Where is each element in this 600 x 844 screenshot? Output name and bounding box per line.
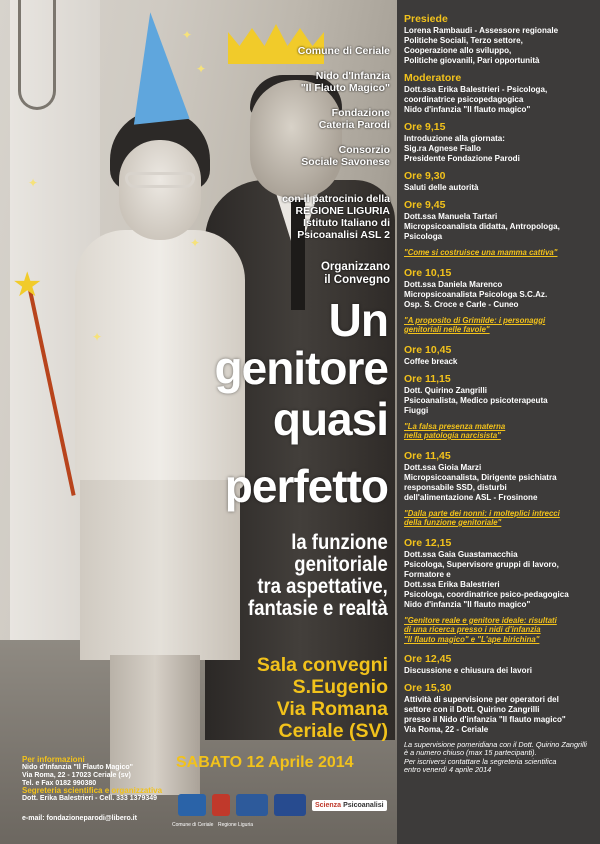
program-item	[404, 653, 600, 675]
talk-title: "La falsa presenza materna nella patologia narcisista"	[404, 420, 506, 440]
program-time: Ore 9,30	[404, 170, 446, 182]
program-speaker: Dott.ssa Manuela Tartari Micropsicoanalista didatta, Antropologa, Psicologa	[404, 211, 560, 241]
program-item	[404, 121, 600, 163]
program-time: Ore 12,15	[404, 536, 452, 549]
program-speaker: Lorena Rambaudi - Assessore regionale Politiche Sociali, Terzo settore, Cooperazione allo sviluppo, Politiche giovanili, Pari opportunità	[404, 25, 559, 65]
program-time: Ore 9,15	[404, 121, 446, 133]
program-speaker: Saluti delle autorità	[404, 182, 479, 192]
segreteria-block	[22, 786, 162, 803]
program-time: Ore 12,45	[404, 653, 452, 665]
program-time: Ore 11,15	[404, 372, 451, 385]
subtitle: la funzione genitoriale tra aspettative, fantasie e realtà	[248, 531, 388, 620]
title-line-1: Un	[328, 294, 388, 346]
info-lines: Nido d'Infanzia "Il Flauto Magico" Via Roma, 22 - 17023 Ceriale (sv) Tel. e Fax 0182 990380	[22, 764, 133, 787]
supervision-note: La supervisione pomeridiana con il Dott. Quirino Zangrilli è a numero chiuso (max 15 partecipanti). Per iscriversi contattare la segreteria scientifica entro venerdì 4 aprile 2014	[404, 740, 587, 775]
program-time: Ore 9,45	[404, 199, 446, 211]
program-speaker: Dott.ssa Gaia Guastamacchia Psicologa, Supervisore gruppi di lavoro, Formatore e Dott.ssa Erika Balestrieri Psicologa, coordinatrice psico-pedagogica Nido d'infanzia "Il flauto magico"	[404, 548, 569, 609]
program-item	[404, 199, 600, 241]
venue: Sala convegni S.Eugenio Via Romana Ceriale (SV)	[256, 654, 388, 742]
asl-logo-icon	[236, 794, 268, 816]
sparkle-icon: ✦	[28, 176, 39, 190]
wall-mirror	[18, 0, 56, 110]
title-line-2: genitore	[214, 342, 388, 394]
program-item	[404, 72, 600, 114]
comune-caption: Comune di Ceriale	[172, 822, 214, 828]
program-speaker: Dott.ssa Gioia Marzi Micropsicoanalista, Dirigente psichiatra responsabile SSD, disturbi dell'alimentazione ASL - Frosinone	[404, 461, 557, 502]
segreteria-contact: Dott. Erika Balestrieri - Cell. 333 1379349	[22, 795, 158, 802]
program-time: Presiede	[404, 13, 448, 25]
sponsor-comune: Comune di Ceriale	[297, 45, 390, 57]
sparkle-icon: ✦	[196, 62, 207, 76]
sparkle-icon: ✦	[190, 236, 201, 250]
info-heading: Per informazioni	[22, 755, 85, 764]
talk-title: "Dalla parte dei nonni: i molteplici intrecci della funzione genitoriale"	[404, 507, 560, 527]
program-time: Ore 10,45	[404, 343, 452, 356]
program-speaker: Coffee breack	[404, 355, 458, 366]
program-item	[404, 450, 600, 502]
segreteria-heading: Segreteria scientifica e organizzativa	[22, 786, 163, 795]
program-time: Ore 10,15	[404, 266, 452, 279]
sponsor-fondazione: Fondazione Cateria Parodi	[318, 107, 390, 131]
program-item	[404, 267, 600, 309]
party-hat-illustration	[122, 9, 189, 124]
program-time: Ore 11,45	[404, 449, 451, 462]
talk-title: "Genitore reale e genitore ideale: risultati di una ricerca presso i nidi d'infanzia "Il flauto magico" e "L'ape birichina"	[404, 614, 557, 644]
program-item	[404, 13, 600, 65]
program-speaker: Dott.ssa Erika Balestrieri - Psicologa, coordinatrice psicopedagogica Nido d'infanzia "Il flauto magico"	[404, 84, 548, 114]
program-list	[404, 13, 600, 734]
program-speaker: Attività di supervisione per operatori del settore con il Dott. Quirino Zangrilli presso il Nido d'infanzia "Il flauto magico" Via Roma, 22 - Ceriale	[404, 694, 566, 734]
title-line-3: quasi	[272, 393, 388, 445]
email-link[interactable]: e-mail: fondazioneparodi@libero.it	[22, 815, 137, 822]
sponsor-nido: Nido d'Infanzia "Il Flauto Magico"	[300, 70, 390, 94]
program-speaker: Dott. Quirino Zangrilli Psicoanalista, Medico psicoterapeuta Fiuggi	[404, 384, 548, 415]
regione-liguria-logo-icon	[212, 794, 230, 816]
program-item	[404, 682, 600, 734]
talk-title: "A proposito di Grimilde: i personaggi genitoriali nelle favole"	[404, 314, 546, 334]
program-time: Moderatore	[404, 72, 462, 84]
info-block	[22, 755, 133, 788]
program-item	[404, 170, 600, 192]
organizzano-text: Organizzano il Convegno	[320, 261, 390, 286]
patrocinio-text: con il patrocinio della REGIONE LIGURIA Istituto Italiano di Psicoanalisi ASL 2	[282, 193, 390, 241]
istituto-logo-icon	[274, 794, 306, 816]
comune-crest-icon	[178, 794, 206, 816]
regione-caption: Regione Liguria	[218, 822, 254, 828]
program-time: Ore 15,30	[404, 682, 452, 694]
sparkle-icon: ✦	[92, 330, 103, 344]
talk-title: "Come si costruisce una mamma cattiva"	[404, 247, 558, 257]
title-line-4: perfetto	[224, 460, 388, 512]
program-item	[404, 537, 600, 609]
program-item	[404, 373, 600, 415]
program-speaker: Dott.ssa Daniela Marenco Micropsicoanalista Psicologa S.C.Az. Osp. S. Croce e Carle - Cuneo	[404, 278, 548, 309]
logo-strip	[178, 790, 387, 820]
star-icon: ★	[12, 265, 43, 305]
program-column	[397, 0, 600, 844]
event-date: SABATO 12 Aprile 2014	[176, 754, 354, 771]
program-item	[404, 344, 600, 366]
sparkle-icon: ✦	[182, 28, 193, 42]
woman-figure	[55, 80, 245, 800]
sponsor-consorzio: Consorzio Sociale Savonese	[301, 144, 390, 168]
program-speaker: Discussione e chiusura dei lavori	[404, 665, 532, 675]
program-speaker: Introduzione alla giornata: Sig.ra Agnese Fiallo Presidente Fondazione Parodi	[404, 133, 520, 163]
scienza-psicoanalisi-logo: Scienza Psicoanalisi	[312, 800, 387, 811]
